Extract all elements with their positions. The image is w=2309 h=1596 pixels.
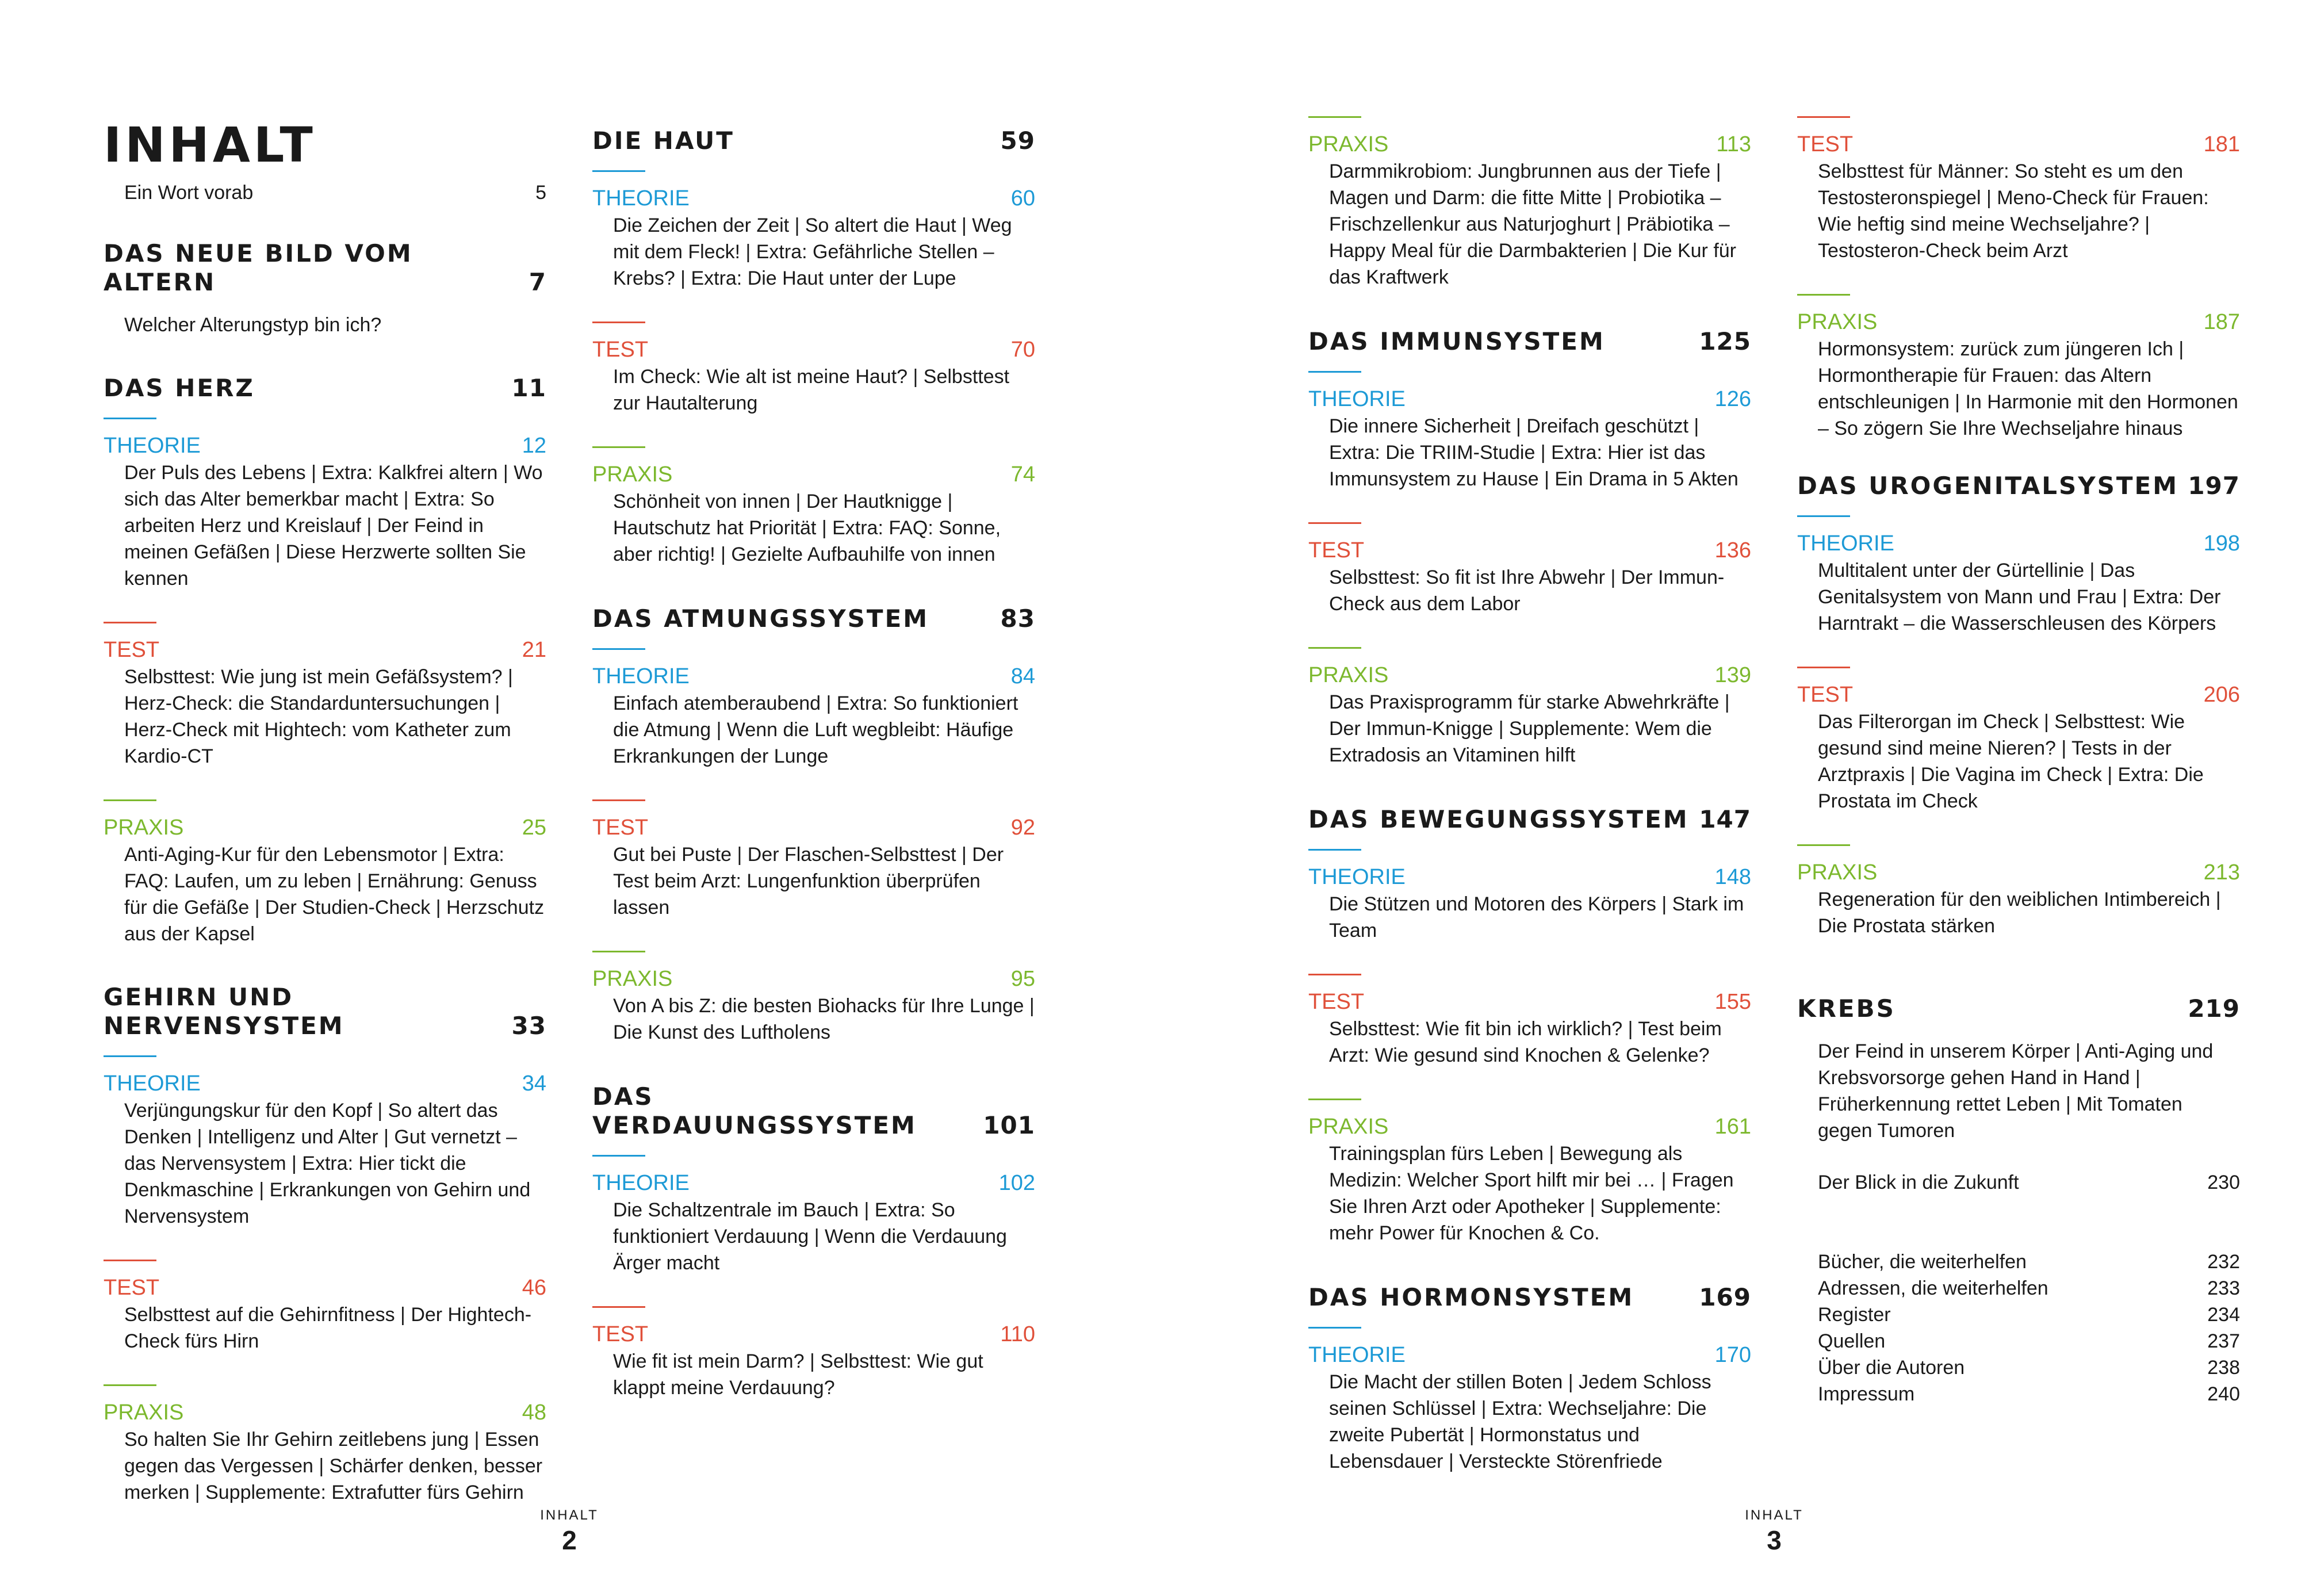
section-rule [1308,849,1361,851]
page-number: 2 [562,1525,577,1555]
section-page: 74 [1010,462,1035,487]
section-test[interactable] [104,1260,546,1354]
toc-column-1 [104,117,546,1506]
toc-column-2 [592,127,1035,1401]
section-label: THEORIE [592,186,690,210]
section-page: 206 [2203,683,2240,707]
section-label: THEORIE [1308,1343,1406,1367]
section-label: PRAXIS [1308,1115,1389,1139]
chapter-heading-verdauung[interactable] [592,1082,1035,1140]
chapter-page: 11 [511,374,546,402]
section-rule [1308,116,1361,118]
section-text: Gut bei Puste | Der Flaschen-Selbsttest | Der Test beim Arzt: Lungenfunktion überprüfen lassen [613,844,1004,918]
section-label: THEORIE [1308,865,1406,889]
section-theorie[interactable] [1797,515,2240,637]
section-page: 148 [1714,865,1751,889]
section-page: 95 [1010,967,1035,991]
section-page: 136 [1714,538,1751,562]
chapter-page: 59 [1000,127,1035,155]
section-text: Anti-Aging-Kur für den Lebensmotor | Extra: FAQ: Laufen, um zu leben | Ernährung: Genuss für die Gefäße | Der Studien-Check | Herzschutz aus der Kapsel [124,844,545,945]
entry-page: 237 [2207,1330,2240,1352]
chapter-page: 83 [1000,604,1035,633]
entry-label: Der Blick in die Zukunft [1818,1172,2019,1193]
page-title: INHALT [104,117,316,173]
section-praxis[interactable] [1308,647,1751,768]
appendix-item[interactable] [1797,1381,2240,1407]
entry-label: Impressum [1818,1383,1915,1405]
section-page: 198 [2203,531,2240,556]
section-label: TEST [1797,683,1854,707]
section-test[interactable] [1308,522,1751,617]
section-page: 92 [1010,816,1035,840]
chapter-page: 169 [1699,1283,1751,1311]
section-test[interactable] [592,322,1035,416]
section-page: 170 [1714,1343,1751,1367]
section-label: THEORIE [104,1071,201,1096]
section-text: Selbsttest: Wie fit bin ich wirklich? | Test beim Arzt: Wie gesund sind Knochen & Gelenke? [1329,1018,1722,1066]
chapter-title-line-2: NERVENSYSTEM [104,1012,344,1040]
section-rule [592,1155,645,1157]
chapter-title: DAS IMMUNSYSTEM [1308,327,1605,355]
section-text: Im Check: Wie alt ist meine Haut? | Selbsttest zur Hautalterung [613,366,1010,414]
chapter-title: KREBS [1797,994,1896,1023]
chapter-title-line-1: GEHIRN UND [104,983,294,1011]
section-theorie[interactable] [592,1155,1035,1276]
section-test[interactable] [1797,116,2240,264]
section-label: PRAXIS [1308,663,1389,687]
section-rule [592,648,645,650]
section-label: TEST [592,816,649,840]
section-rule [1797,844,1850,846]
section-page: 46 [522,1276,546,1300]
entry-page: 5 [535,182,546,204]
section-rule [104,418,156,419]
chapter-page: 147 [1699,805,1751,833]
chapter-heading-neues-bild[interactable] [104,239,546,297]
section-label: TEST [592,1322,649,1346]
section-rule [592,951,645,952]
section-rule [592,799,645,801]
section-text: Die Schaltzentrale im Bauch | Extra: So funktioniert Verdauung | Wenn die Verdauung Ärger macht [613,1199,1007,1274]
section-rule [1797,515,1850,517]
section-page: 181 [2203,132,2240,156]
section-text: Selbsttest für Männer: So steht es um den Testosteronspiegel | Meno-Check für Frauen: Wie heftig sind meine Wechseljahre? | Testosteron-Check beim Arzt [1818,160,2209,262]
section-label: TEST [104,1276,160,1300]
section-label: TEST [1308,538,1365,562]
page-number: 3 [1767,1525,1782,1555]
section-label: TEST [1797,132,1854,156]
section-rule [1797,294,1850,296]
chapter-text: Der Feind in unserem Körper | Anti-Aging und Krebsvorsorge gehen Hand in Hand | Früherkennung rettet Leben | Mit Tomaten gegen Tumoren [1818,1040,2214,1142]
toc-column-3 [1308,116,1751,1475]
section-text: Das Filterorgan im Check | Selbsttest: Wie gesund sind meine Nieren? | Tests in der Arztpraxis | Die Vagina im Check | Extra: Die Prostata im Check [1818,711,2204,812]
entry-page: 240 [2207,1383,2240,1405]
section-label: PRAXIS [104,1400,184,1425]
section-rule [592,170,645,172]
section-text: Selbsttest: Wie jung ist mein Gefäßsystem? | Herz-Check: die Standarduntersuchungen | Herz-Check mit Hightech: vom Katheter zum Kardio-CT [124,666,513,767]
section-text: Die innere Sicherheit | Dreifach geschützt | Extra: Die TRIIM-Studie | Extra: Hier ist das Immunsystem zu Hause | Ein Drama in 5 Akten [1329,415,1739,490]
section-text: Hormonsystem: zurück zum jüngeren Ich | Hormontherapie für Frauen: das Altern entschleunigen | In Harmonie mit den Hormonen – So zögern Sie Ihre Wechseljahre hinaus [1818,338,2238,439]
section-text: Darmmikrobiom: Jungbrunnen aus der Tiefe | Magen und Darm: die fitte Mitte | Probiotika – Frischzellenkur aus Naturjoghurt | Präbiotika – Happy Meal für die Darmbakterien | Die Kur für das Kraftwerk [1329,160,1737,288]
chapter-page: 197 [2188,472,2240,500]
section-page: 110 [1000,1322,1035,1346]
section-text: Multitalent unter der Gürtellinie | Das Genitalsystem von Mann und Frau | Extra: Der Harntrakt – die Wasserschleusen des Körpers [1818,560,2221,634]
section-theorie[interactable] [1308,1327,1751,1475]
section-theorie[interactable] [592,648,1035,770]
appendix-item[interactable] [1797,1302,2240,1328]
section-label: THEORIE [592,1171,690,1195]
section-label: PRAXIS [1797,860,1878,885]
section-praxis[interactable] [104,1384,546,1506]
section-text: Schönheit von innen | Der Hautknigge | Hautschutz hat Priorität | Extra: FAQ: Sonne, aber richtig! | Gezielte Aufbauhilfe von innen [613,491,1001,565]
chapter-heading-hormon[interactable] [1308,1283,1751,1312]
appendix-item[interactable] [1797,1249,2240,1275]
section-rule [1308,974,1361,975]
entry-label: Ein Wort vorab [124,182,254,204]
section-label: THEORIE [1797,531,1894,556]
section-test[interactable] [104,622,546,770]
appendix-item[interactable] [1797,1275,2240,1302]
section-text: So halten Sie Ihr Gehirn zeitlebens jung | Essen gegen das Vergessen | Schärfer denken, besser merken | Supplemente: Extrafutter fürs Gehirn [124,1429,543,1503]
chapter-heading-krebs[interactable] [1797,994,2240,1023]
entry-page: 232 [2207,1251,2240,1273]
section-text: Einfach atemberaubend | Extra: So funktioniert die Atmung | Wenn die Luft wegbleibt: Häufige Erkrankungen der Lunge [613,692,1018,767]
section-page: 187 [2203,310,2240,334]
folio-left [512,1507,627,1556]
running-head: INHALT [1745,1507,1803,1523]
section-page: 48 [522,1400,546,1425]
chapter-title: DIE HAUT [592,127,734,155]
chapter-heading-gehirn[interactable] [104,983,546,1040]
section-theorie[interactable] [104,418,546,592]
entry-label: Über die Autoren [1818,1357,1965,1379]
toc-column-4 [1797,116,2240,1407]
chapter-title: DAS VERDAUUNGSSYSTEM [592,1082,917,1139]
chapter-title: DAS HORMONSYSTEM [1308,1283,1634,1311]
section-theorie[interactable] [592,170,1035,292]
chapter-title: DAS UROGENITALSYSTEM [1797,472,2179,500]
section-page: 84 [1010,664,1035,688]
section-rule [104,1384,156,1386]
section-page: 25 [522,816,546,840]
section-theorie[interactable] [1308,371,1751,492]
section-text: Selbsttest: So fit ist Ihre Abwehr | Der Immun-Check aus dem Labor [1329,567,1725,615]
section-rule [1308,1327,1361,1329]
section-praxis[interactable] [592,951,1035,1046]
section-praxis[interactable] [1308,116,1751,290]
chapter-title: DAS NEUE BILD VOM ALTERN [104,239,413,296]
toc-entry-zukunft[interactable] [1797,1169,2240,1196]
entry-page: 233 [2207,1277,2240,1299]
entry-label: Quellen [1818,1330,1886,1352]
section-rule [104,1055,156,1057]
section-theorie[interactable] [104,1055,546,1230]
entry-page: 234 [2207,1304,2240,1326]
section-rule [592,446,645,448]
chapter-heading-herz[interactable] [104,374,546,403]
section-rule [104,799,156,801]
section-rule [1308,1099,1361,1100]
chapter-title: DAS HERZ [104,374,255,402]
section-page: 34 [522,1071,546,1096]
chapter-page: 7 [529,268,546,296]
chapter-heading-bewegung[interactable] [1308,805,1751,834]
section-rule [1308,371,1361,373]
section-text: Selbsttest auf die Gehirnfitness | Der Hightech-Check fürs Hirn [124,1304,532,1352]
section-rule [104,1260,156,1261]
section-page: 213 [2203,860,2240,885]
section-label: THEORIE [592,664,690,688]
section-text: Die Zeichen der Zeit | So altert die Haut | Weg mit dem Fleck! | Extra: Gefährliche Stellen – Krebs? | Extra: Die Haut unter der Lupe [613,215,1012,289]
section-rule [592,1306,645,1308]
section-label: PRAXIS [104,816,184,840]
section-text: Regeneration für den weiblichen Intimbereich | Die Prostata stärken [1818,889,2221,937]
section-rule [1308,522,1361,524]
section-label: TEST [1308,990,1365,1014]
section-praxis[interactable] [1797,294,2240,442]
section-praxis[interactable] [104,799,546,947]
section-label: THEORIE [104,434,201,458]
appendix-list [1797,1249,2240,1407]
section-test[interactable] [1308,974,1751,1069]
section-text: Wie fit ist mein Darm? | Selbsttest: Wie gut klappt meine Verdauung? [613,1350,983,1399]
section-text: Die Stützen und Motoren des Körpers | Stark im Team [1329,893,1744,941]
chapter-heading-haut[interactable] [592,127,1035,155]
section-rule [1797,116,1850,118]
section-rule [592,322,645,323]
section-label: TEST [592,338,649,362]
section-label: PRAXIS [592,462,673,487]
entry-page: 230 [2207,1172,2240,1193]
chapter-heading-urogenital[interactable] [1797,472,2240,500]
chapter-title: DAS BEWEGUNGSSYSTEM [1308,805,1689,833]
section-text: Der Puls des Lebens | Extra: Kalkfrei altern | Wo sich das Alter bemerkbar macht | Extra: So arbeiten Herz und Kreislauf | Der Feind in meinen Gefäßen | Diese Herzwerte sollten Sie kennen [124,462,543,590]
section-rule [1797,667,1850,668]
section-praxis[interactable] [1308,1099,1751,1246]
toc-entry-intro[interactable] [104,179,546,206]
section-praxis[interactable] [592,446,1035,568]
appendix-item[interactable] [1797,1354,2240,1381]
section-label: TEST [104,638,160,662]
appendix-item[interactable] [1797,1328,2240,1354]
section-page: 12 [522,434,546,458]
section-page: 126 [1714,387,1751,411]
chapter-heading-atmung[interactable] [592,604,1035,633]
section-page: 139 [1714,663,1751,687]
section-label: PRAXIS [1797,310,1878,334]
section-page: 60 [1010,186,1035,210]
section-page: 113 [1716,132,1751,156]
chapter-heading-immun[interactable] [1308,327,1751,356]
section-theorie[interactable] [1308,849,1751,944]
chapter-title: DAS ATMUNGSSYSTEM [592,604,929,633]
chapter-page: 101 [983,1111,1035,1139]
section-text: Die Macht der stillen Boten | Jedem Schloss seinen Schlüssel | Extra: Wechseljahre: Die zweite Pubertät | Hormonstatus und Lebensdauer | Versteckte Störenfriede [1329,1371,1711,1472]
chapter-page: 33 [511,1012,546,1040]
entry-label: Bücher, die weiterhelfen [1818,1251,2027,1273]
section-label: THEORIE [1308,387,1406,411]
entry-page: 238 [2207,1357,2240,1379]
chapter-item[interactable]: Welcher Alterungstyp bin ich? [124,314,382,336]
section-label: PRAXIS [1308,132,1389,156]
chapter-page: 219 [2188,994,2240,1023]
section-page: 21 [522,638,546,662]
entry-label: Register [1818,1304,1891,1326]
entry-label: Adressen, die weiterhelfen [1818,1277,2048,1299]
section-test[interactable] [1797,667,2240,814]
section-test[interactable] [592,1306,1035,1401]
chapter-page: 125 [1699,327,1751,355]
section-praxis[interactable] [1797,844,2240,939]
section-text: Trainingsplan fürs Leben | Bewegung als Medizin: Welcher Sport hilft mir bei … | Fragen Sie Ihren Arzt oder Apotheker | Supplemente: mehr Power für Knochen & Co. [1329,1143,1734,1244]
section-text: Das Praxisprogramm für starke Abwehrkräfte | Der Immun-Knigge | Supplemente: Wem die Extradosis an Vitaminen hilft [1329,691,1730,766]
section-page: 70 [1010,338,1035,362]
section-test[interactable] [592,799,1035,921]
folio-right [1717,1507,1832,1556]
section-text: Verjüngungskur für den Kopf | So altert das Denken | Intelligenz und Alter | Gut vernetzt – das Nervensystem | Extra: Hier tickt die Denkmaschine | Erkrankungen von Gehirn und Nervensystem [124,1100,531,1227]
section-page: 155 [1714,990,1751,1014]
section-text: Von A bis Z: die besten Biohacks für Ihre Lunge | Die Kunst des Luftholens [613,995,1035,1043]
section-rule [1308,647,1361,649]
section-label: PRAXIS [592,967,673,991]
chapter-title [104,983,344,1040]
section-page: 102 [998,1171,1035,1195]
running-head: INHALT [540,1507,599,1523]
section-page: 161 [1714,1115,1751,1139]
section-rule [104,622,156,623]
